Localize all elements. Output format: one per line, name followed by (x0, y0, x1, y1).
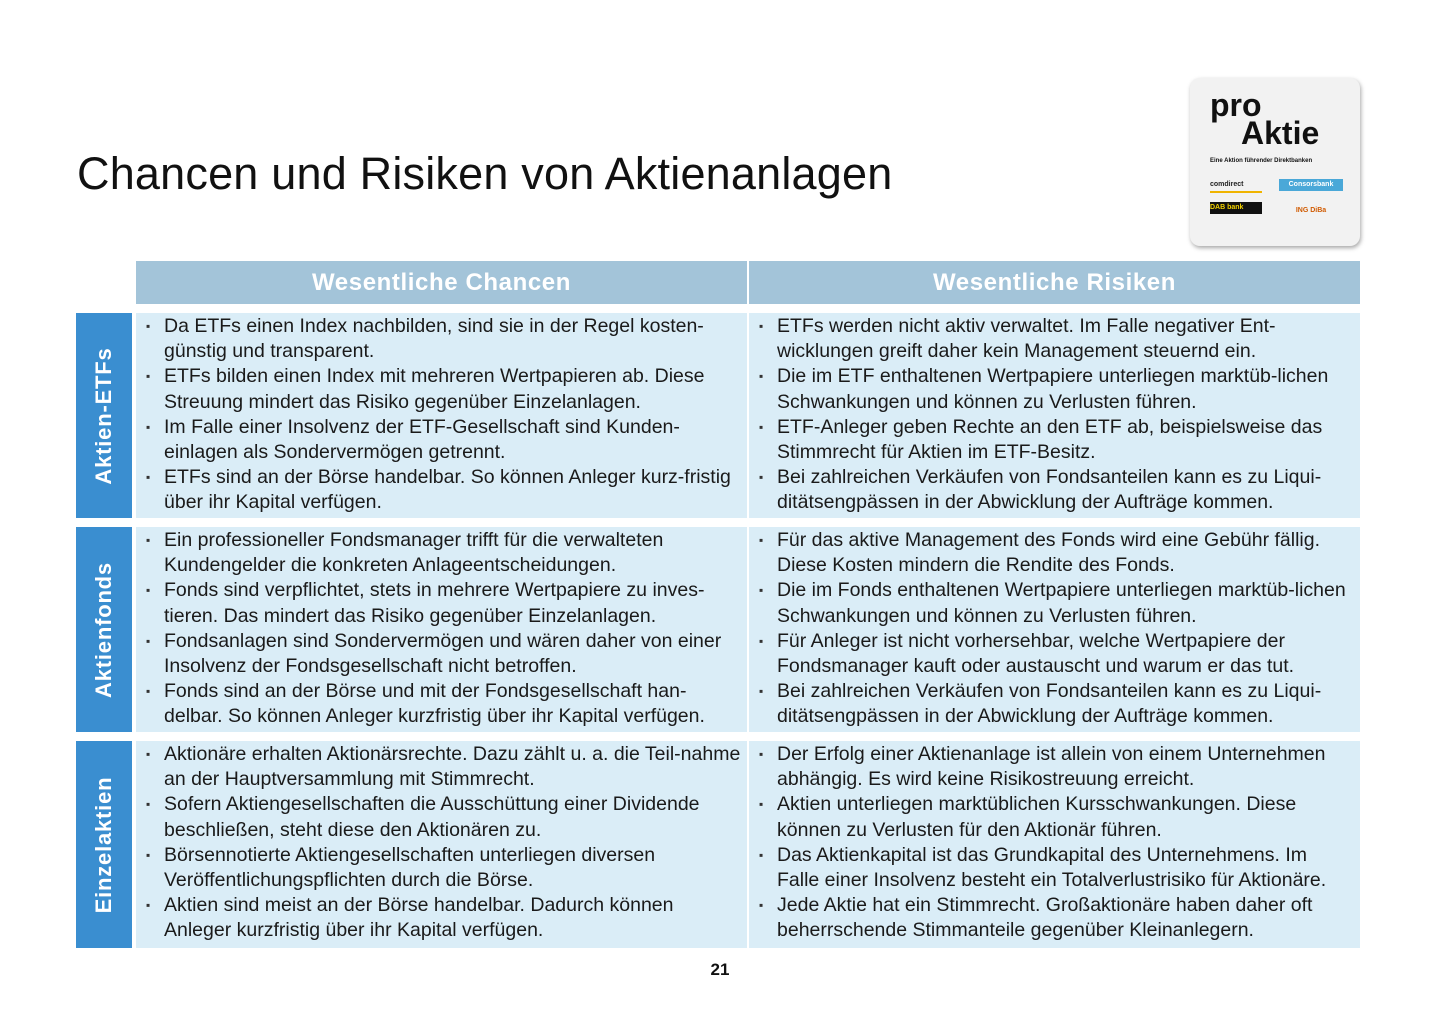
list-item: ▪ Fonds sind verpflichtet, stets in mehrere Wertpapiere zu inves-tieren. Das mindert das Risiko gegenüber Einzelanlagen. (144, 578, 741, 628)
row-label-text: Aktien-ETFs (91, 346, 116, 485)
cell-fonds-risiken (749, 527, 1360, 732)
list-item: ▪ Das Aktienkapital ist das Grundkapital des Unternehmens. Im Falle einer Insolvenz besteht ein Totalverlustrisiko für Aktionäre. (757, 843, 1354, 893)
list-item: ▪ Da ETFs einen Index nachbilden, sind sie in der Regel kosten-günstig und transparent. (144, 314, 741, 364)
page-number: 21 (710, 960, 730, 979)
row-label-text: Aktienfonds (91, 561, 116, 698)
sponsor-consorsbank-logo: Consorsbank (1279, 179, 1343, 191)
row-label-aktien-etfs (76, 313, 132, 518)
logo-pro-text: pro (1210, 87, 1262, 123)
bullet-list (757, 742, 1354, 944)
cell-etf-risiken (749, 313, 1360, 518)
sponsor-comdirect-logo: comdirect (1210, 179, 1262, 193)
bullet-list (144, 314, 741, 516)
bullet-list (757, 528, 1354, 730)
list-item: ▪ Aktien sind meist an der Börse handelbar. Dadurch können Anleger kurzfristig über ihr Kapital verfügen. (144, 893, 741, 943)
list-item: ▪ ETFs werden nicht aktiv verwaltet. Im Falle negativer Ent-wicklungen greift daher kein Management steuernd ein. (757, 314, 1354, 364)
cell-fonds-chancen (136, 527, 747, 732)
list-item: ▪ Jede Aktie hat ein Stimmrecht. Großaktionäre haben daher oft beherrschende Stimmanteile gegenüber Kleinanlegern. (757, 893, 1354, 943)
cell-etf-chancen (136, 313, 747, 518)
list-item: ▪ Börsennotierte Aktiengesellschaften unterliegen diversen Veröffentlichungspflichten durch die Börse. (144, 843, 741, 893)
row-label-einzelaktien (76, 741, 132, 948)
list-item: ▪ Der Erfolg einer Aktienanlage ist allein von einem Unternehmen abhängig. Es wird keine Risikostreuung erreicht. (757, 742, 1354, 792)
list-item: ▪ Bei zahlreichen Verkäufen von Fondsanteilen kann es zu Liqui-ditätsengpässen in der Abwicklung der Aufträge kommen. (757, 465, 1354, 515)
bullet-list (757, 314, 1354, 516)
row-label-text: Einzelaktien (91, 776, 116, 913)
header-chancen: Wesentliche Chancen (136, 261, 747, 304)
list-item: ▪ Ein professioneller Fondsmanager trifft für die verwalteten Kundengelder die konkreten Anlageentscheidungen. (144, 528, 741, 578)
list-item: ▪ Aktionäre erhalten Aktionärsrechte. Dazu zählt u. a. die Teil-nahme an der Hauptversammlung mit Stimmrecht. (144, 742, 741, 792)
logo-tagline: Eine Aktion führender Direktbanken (1210, 158, 1313, 164)
list-item: ▪ Für das aktive Management des Fonds wird eine Gebühr fällig. Diese Kosten mindern die Rendite des Fonds. (757, 528, 1354, 578)
page-title: Chancen und Risiken von Aktienanlagen (77, 148, 893, 199)
list-item: ▪ ETFs bilden einen Index mit mehreren Wertpapieren ab. Diese Streuung mindert das Risiko gegenüber Einzelanlagen. (144, 364, 741, 414)
list-item: ▪ Bei zahlreichen Verkäufen von Fondsanteilen kann es zu Liqui-ditätsengpässen in der Abwicklung der Aufträge kommen. (757, 679, 1354, 729)
list-item: ▪ Für Anleger ist nicht vorhersehbar, welche Wertpapiere der Fondsmanager kauft oder austauscht und warum er das tut. (757, 629, 1354, 679)
list-item: ▪ Fondsanlagen sind Sondervermögen und wären daher von einer Insolvenz der Fondsgesellschaft nicht betroffen. (144, 629, 741, 679)
cell-einzelaktien-risiken (749, 741, 1360, 948)
bullet-list (144, 742, 741, 944)
list-item: ▪ Sofern Aktiengesellschaften die Ausschüttung einer Dividende beschließen, steht diese den Aktionären zu. (144, 792, 741, 842)
list-item: ▪ ETFs sind an der Börse handelbar. So können Anleger kurz-fristig über ihr Kapital verfügen. (144, 465, 741, 515)
list-item: ▪ Fonds sind an der Börse und mit der Fondsgesellschaft han-delbar. So können Anleger kurzfristig über ihr Kapital verfügen. (144, 679, 741, 729)
cell-einzelaktien-chancen (136, 741, 747, 948)
sponsor-dab-logo: DAB bank (1210, 202, 1262, 214)
list-item: ▪ Aktien unterliegen marktüblichen Kursschwankungen. Diese können zu Verlusten für den Aktionär führen. (757, 792, 1354, 842)
row-label-aktienfonds (76, 527, 132, 732)
bullet-list (144, 528, 741, 730)
list-item: ▪ Im Falle einer Insolvenz der ETF-Gesellschaft sind Kunden-einlagen als Sondervermögen getrennt. (144, 415, 741, 465)
logo-aktie-text: Aktie (1241, 115, 1320, 151)
list-item: ▪ ETF-Anleger geben Rechte an den ETF ab, beispielsweise das Stimmrecht für Aktien im ETF-Besitz. (757, 415, 1354, 465)
list-item: ▪ Die im Fonds enthaltenen Wertpapiere unterliegen marktüb-lichen Schwankungen und können zu Verlusten führen. (757, 578, 1354, 628)
proaktie-logo (1190, 78, 1360, 246)
header-risiken: Wesentliche Risiken (749, 261, 1360, 304)
list-item: ▪ Die im ETF enthaltenen Wertpapiere unterliegen marktüb-lichen Schwankungen und können zu Verlusten führen. (757, 364, 1354, 414)
sponsor-ingdiba-logo: ING DiBa (1295, 207, 1327, 214)
